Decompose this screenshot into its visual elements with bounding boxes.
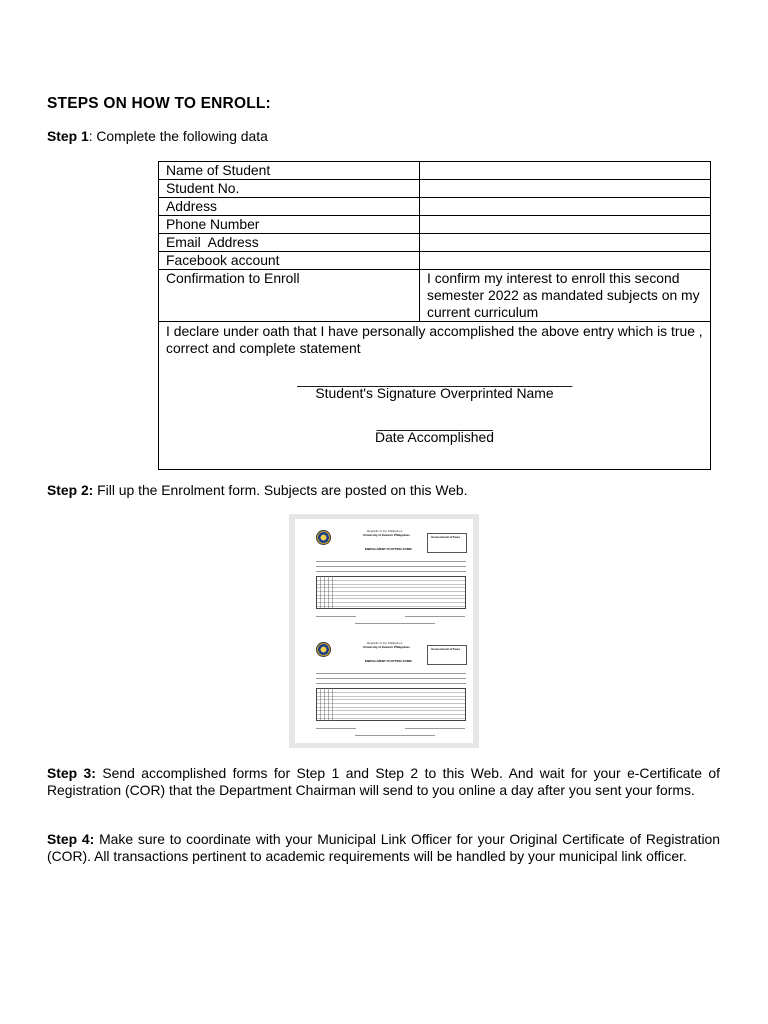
table-row: [159, 162, 711, 180]
step-3: [47, 765, 720, 799]
table-row: [159, 180, 711, 198]
thumb-university: University of Eastern Philippines: [363, 533, 410, 537]
thumb-line: [316, 673, 466, 674]
thumbnail-paper: [295, 519, 473, 743]
thumb-form-title: ENROLLMENT PLOTTING FORM: [365, 547, 412, 551]
step-1-label: Step 1: [47, 128, 89, 144]
enrolment-form-thumbnail: [289, 514, 479, 748]
table-row: [159, 252, 711, 270]
thumb-republic: Republic of the Philippines: [367, 641, 403, 645]
thumb-line: [355, 623, 435, 624]
thumb-line: [316, 678, 466, 679]
row-value-name[interactable]: [420, 162, 711, 180]
step-4-label: Step 4:: [47, 831, 95, 847]
step-4: [47, 831, 720, 865]
step-1: [47, 128, 720, 145]
thumb-line: [316, 571, 466, 572]
thumb-grid-columns: [316, 576, 466, 609]
student-data-table: [158, 161, 711, 470]
table-row: [159, 234, 711, 252]
date-block: [166, 417, 703, 446]
university-seal-icon: [316, 530, 331, 545]
declaration-cell: [159, 322, 711, 470]
thumb-republic: Republic of the Philippines: [367, 529, 403, 533]
row-label-facebook: Facebook account: [159, 252, 420, 270]
thumb-university: University of Eastern Philippines: [363, 645, 410, 649]
row-value-facebook[interactable]: [420, 252, 711, 270]
mini-form-top: [295, 521, 473, 629]
thumb-line: [405, 616, 465, 617]
thumb-line: [405, 728, 465, 729]
row-label-confirmation: Confirmation to Enroll: [159, 270, 420, 322]
confirmation-statement: I confirm my interest to enroll this second semester 2022 as mandated subjects on my current curriculum: [420, 270, 711, 322]
page-title: STEPS ON HOW TO ENROLL:: [47, 95, 271, 112]
row-label-phone: Phone Number: [159, 216, 420, 234]
date-line: ________________: [376, 415, 493, 431]
declaration-text: I declare under oath that I have personally accomplished the above entry which is true , correct and complete statement: [166, 323, 703, 356]
university-seal-icon: [316, 642, 331, 657]
row-value-phone[interactable]: [420, 216, 711, 234]
thumb-assessment-box: [427, 533, 467, 553]
signature-line: ______________________________________: [297, 371, 572, 387]
row-label-email: Email Address: [159, 234, 420, 252]
thumb-line: [316, 683, 466, 684]
date-caption: Date Accomplished: [375, 429, 494, 445]
mini-form-bottom: [295, 633, 473, 741]
thumb-grid-columns: [316, 688, 466, 721]
step-3-text: Send accomplished forms for Step 1 and Step 2 to this Web. And wait for your e-Certificate of Registration (COR) that the Department Chairman will send to you online a day after you sent your forms.: [47, 765, 720, 798]
row-label-student-no: Student No.: [159, 180, 420, 198]
table-row: [159, 216, 711, 234]
step-2-label: Step 2:: [47, 482, 94, 498]
table-row: [159, 270, 711, 322]
thumb-line: [316, 616, 356, 617]
row-value-student-no[interactable]: [420, 180, 711, 198]
thumb-assessment: Assessment of Fees: [431, 647, 461, 651]
signature-caption: Student's Signature Overprinted Name: [315, 385, 554, 401]
step-4-text: Make sure to coordinate with your Municipal Link Officer for your Original Certificate of Registration (COR). All transactions pertinent to academic requirements will be handled by your municipal link officer.: [47, 831, 720, 864]
thumb-line: [316, 728, 356, 729]
row-value-address[interactable]: [420, 198, 711, 216]
table-row: [159, 198, 711, 216]
step-3-label: Step 3:: [47, 765, 96, 781]
thumb-line: [316, 561, 466, 562]
thumb-form-title: ENROLLMENT PLOTTING FORM: [365, 659, 412, 663]
thumb-assessment: Assessment of Fees: [431, 535, 461, 539]
thumb-line: [355, 735, 435, 736]
row-label-address: Address: [159, 198, 420, 216]
thumb-line: [316, 566, 466, 567]
thumb-assessment-box: [427, 645, 467, 665]
row-value-email[interactable]: [420, 234, 711, 252]
signature-block: [166, 373, 703, 402]
row-label-name: Name of Student: [159, 162, 420, 180]
step-2: [47, 482, 720, 499]
step-2-text: Fill up the Enrolment form. Subjects are posted on this Web.: [93, 482, 468, 498]
table-row: [159, 322, 711, 470]
step-1-text: : Complete the following data: [88, 128, 268, 144]
